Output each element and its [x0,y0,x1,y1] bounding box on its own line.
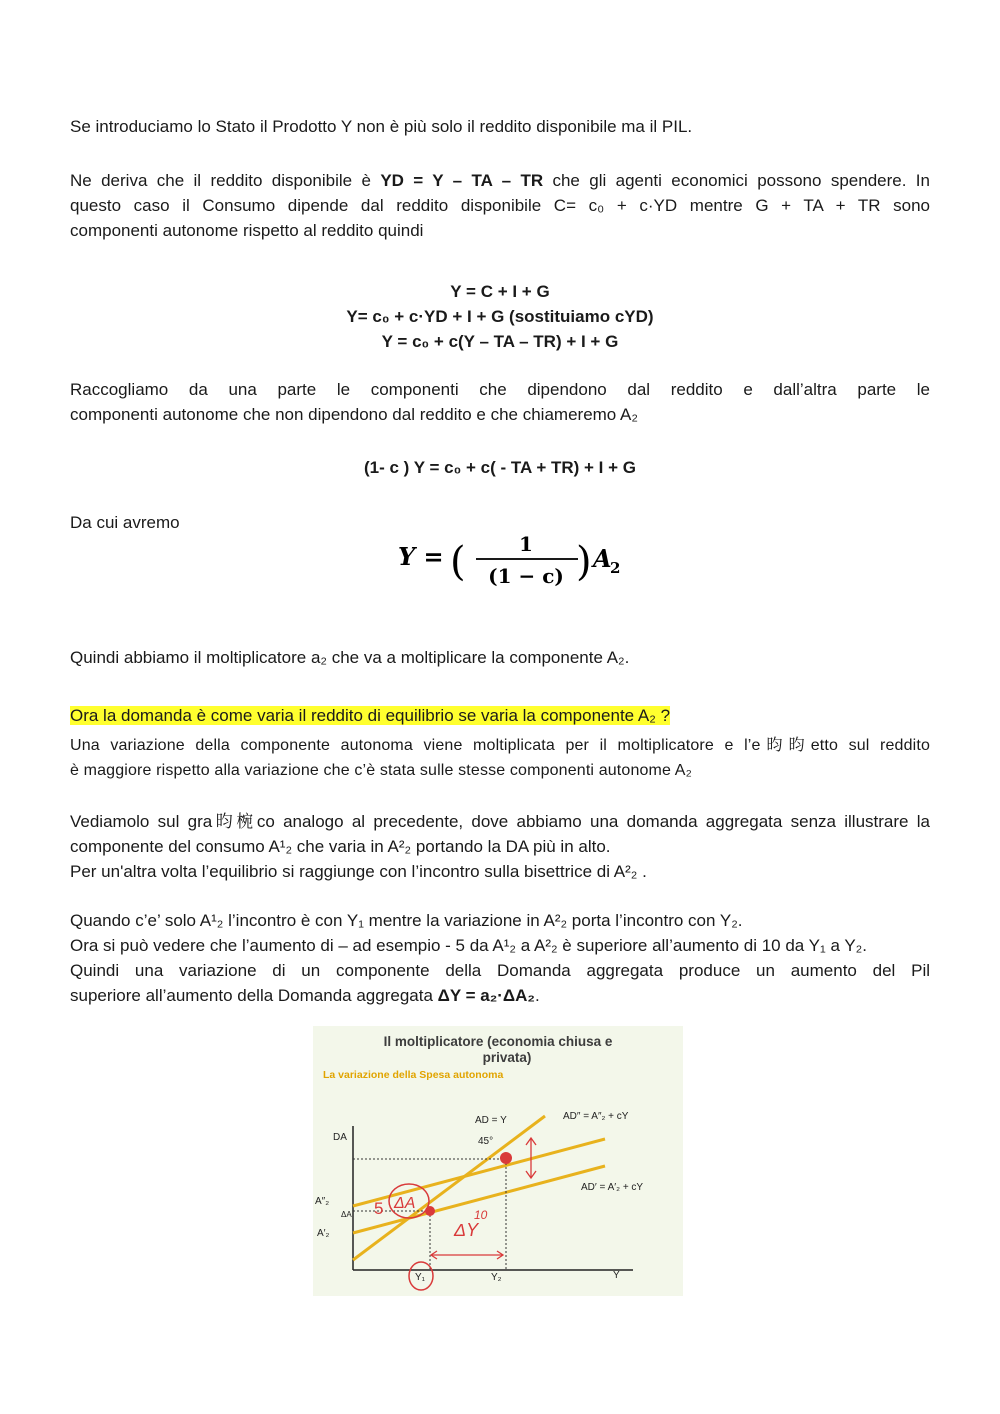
hand-note-5: 5 [374,1199,384,1218]
figure-title-line1: Il moltiplicatore (economia chiusa e [383,1034,613,1049]
paragraph-graph-intro: Vediamolo sul gra昀椀co analogo al precedente, dove abbiamo una domanda aggregata senza illustrare la componente del consumo A¹₂ che varia in A²₂ portando la DA più in alto. Per un'altra volta l’equilibrio si raggiunge con l’incontro sulla bisettrice di A²₂ . [70,812,930,881]
label-da: DA [333,1132,347,1143]
label-ad-prime: AD′ = A′₂ + cY [581,1182,644,1193]
formula-numerator: 1 [519,532,533,556]
hand-note-delta-y: ΔY [454,1220,479,1240]
label-y-axis: Y [613,1270,620,1281]
line-45-degree [353,1116,545,1260]
equation-3: Y = c₀ + c(Y – TA – TR) + I + G [381,332,619,351]
multiplier-diagram [313,1026,683,1296]
equation-4: (1- c ) Y = c₀ + c( - TA + TR) + I + G [363,458,637,477]
question-line [70,703,930,728]
paragraph-collect: Raccogliamo da una parte le componenti che dipendono dal reddito e dall’altra parte le componenti autonome che non dipendono dal reddito e che chiameremo A₂ [70,380,930,424]
paragraph-disposable-income: Ne deriva che il reddito disponibile è YD = Y – TA – TR che gli agenti economici possono spendere. In questo caso il Consumo dipende dal reddito disponibile C= c₀ + c·YD mentre G + TA + TR sono componenti autonome rispetto al reddito quindi [70,171,930,240]
formula-denominator: (1 − c) [488,564,564,588]
label-ad-equals-y: AD = Y [475,1115,507,1126]
paragraph-da-cui: Da cui avremo [70,513,180,532]
hand-note-delta-a: ΔA [394,1195,416,1212]
figure-subtitle: La variazione della Spesa autonoma [323,1069,504,1081]
equilibrium-point-1 [425,1206,435,1216]
line-ad-double-prime [353,1139,605,1206]
line-ad-prime [353,1166,605,1233]
equation-1: Y = C + I + G [450,282,550,301]
paragraph-conclusion: Quando c’e’ solo A¹₂ l’incontro è con Y₁ mentre la variazione in A²₂ porta l’incontro con Y₂. Ora si può vedere che l’aumento di – ad esempio - 5 da A¹₂ a A²₂ è superiore all’aumento di 10 da Y₁ a Y₂. Quindi una variazione di un componente della Domanda aggregata produce un aumento del Pil superiore all’aumento della Domanda aggregata ΔY = a₂·ΔA₂. [70,911,930,1005]
figure-title-line2: privata) [482,1050,532,1065]
label-ad-double-prime: AD″ = A″₂ + cY [563,1111,629,1122]
label-small-delta-a: ΔA [341,1210,352,1219]
label-a2-prime: A′₂ [317,1228,330,1239]
multiplier-figure [313,1026,683,1296]
equation-block [70,279,930,354]
multiplier-formula [390,525,650,595]
label-a2-double-prime: A″₂ [315,1196,330,1207]
highlighted-question: Ora la domanda è come varia il reddito di equilibrio se varia la componente A₂ ? [70,706,671,725]
label-y2: Y₂ [491,1272,502,1283]
formula-rhs-sub: 2 [610,559,621,577]
formula-lhs: Y = [398,542,444,571]
equilibrium-point-2 [500,1152,512,1164]
formula-close-paren: ) [576,539,592,585]
delta-y-formula: ΔY = a₂·ΔA₂ [437,986,535,1005]
yd-formula: YD = Y – TA – TR [380,171,544,190]
equation-2: Y= c₀ + c·YD + I + G (sostituiamo cYD) [346,307,654,326]
formula-graphic [390,525,650,595]
paragraph-multiplier: Quindi abbiamo il moltiplicatore a₂ che va a moltiplicare la componente A₂. [70,648,630,667]
formula-rhs: A [593,544,612,573]
hand-note-10: 10 [474,1208,488,1222]
paragraph-variation: Una variazione della componente autonoma viene moltiplicata per il moltiplicatore e l’e昀昀etto sul reddito è maggiore rispetto alla variazione che c’è stata sulle stesse componenti autonome A₂ [70,737,930,779]
formula-open-paren: ( [450,539,466,585]
label-45-degrees: 45° [478,1136,494,1147]
paragraph-intro: Se introduciamo lo Stato il Prodotto Y non è più solo il reddito disponibile ma il PIL. [70,117,693,136]
label-y1: Y₁ [415,1272,426,1283]
